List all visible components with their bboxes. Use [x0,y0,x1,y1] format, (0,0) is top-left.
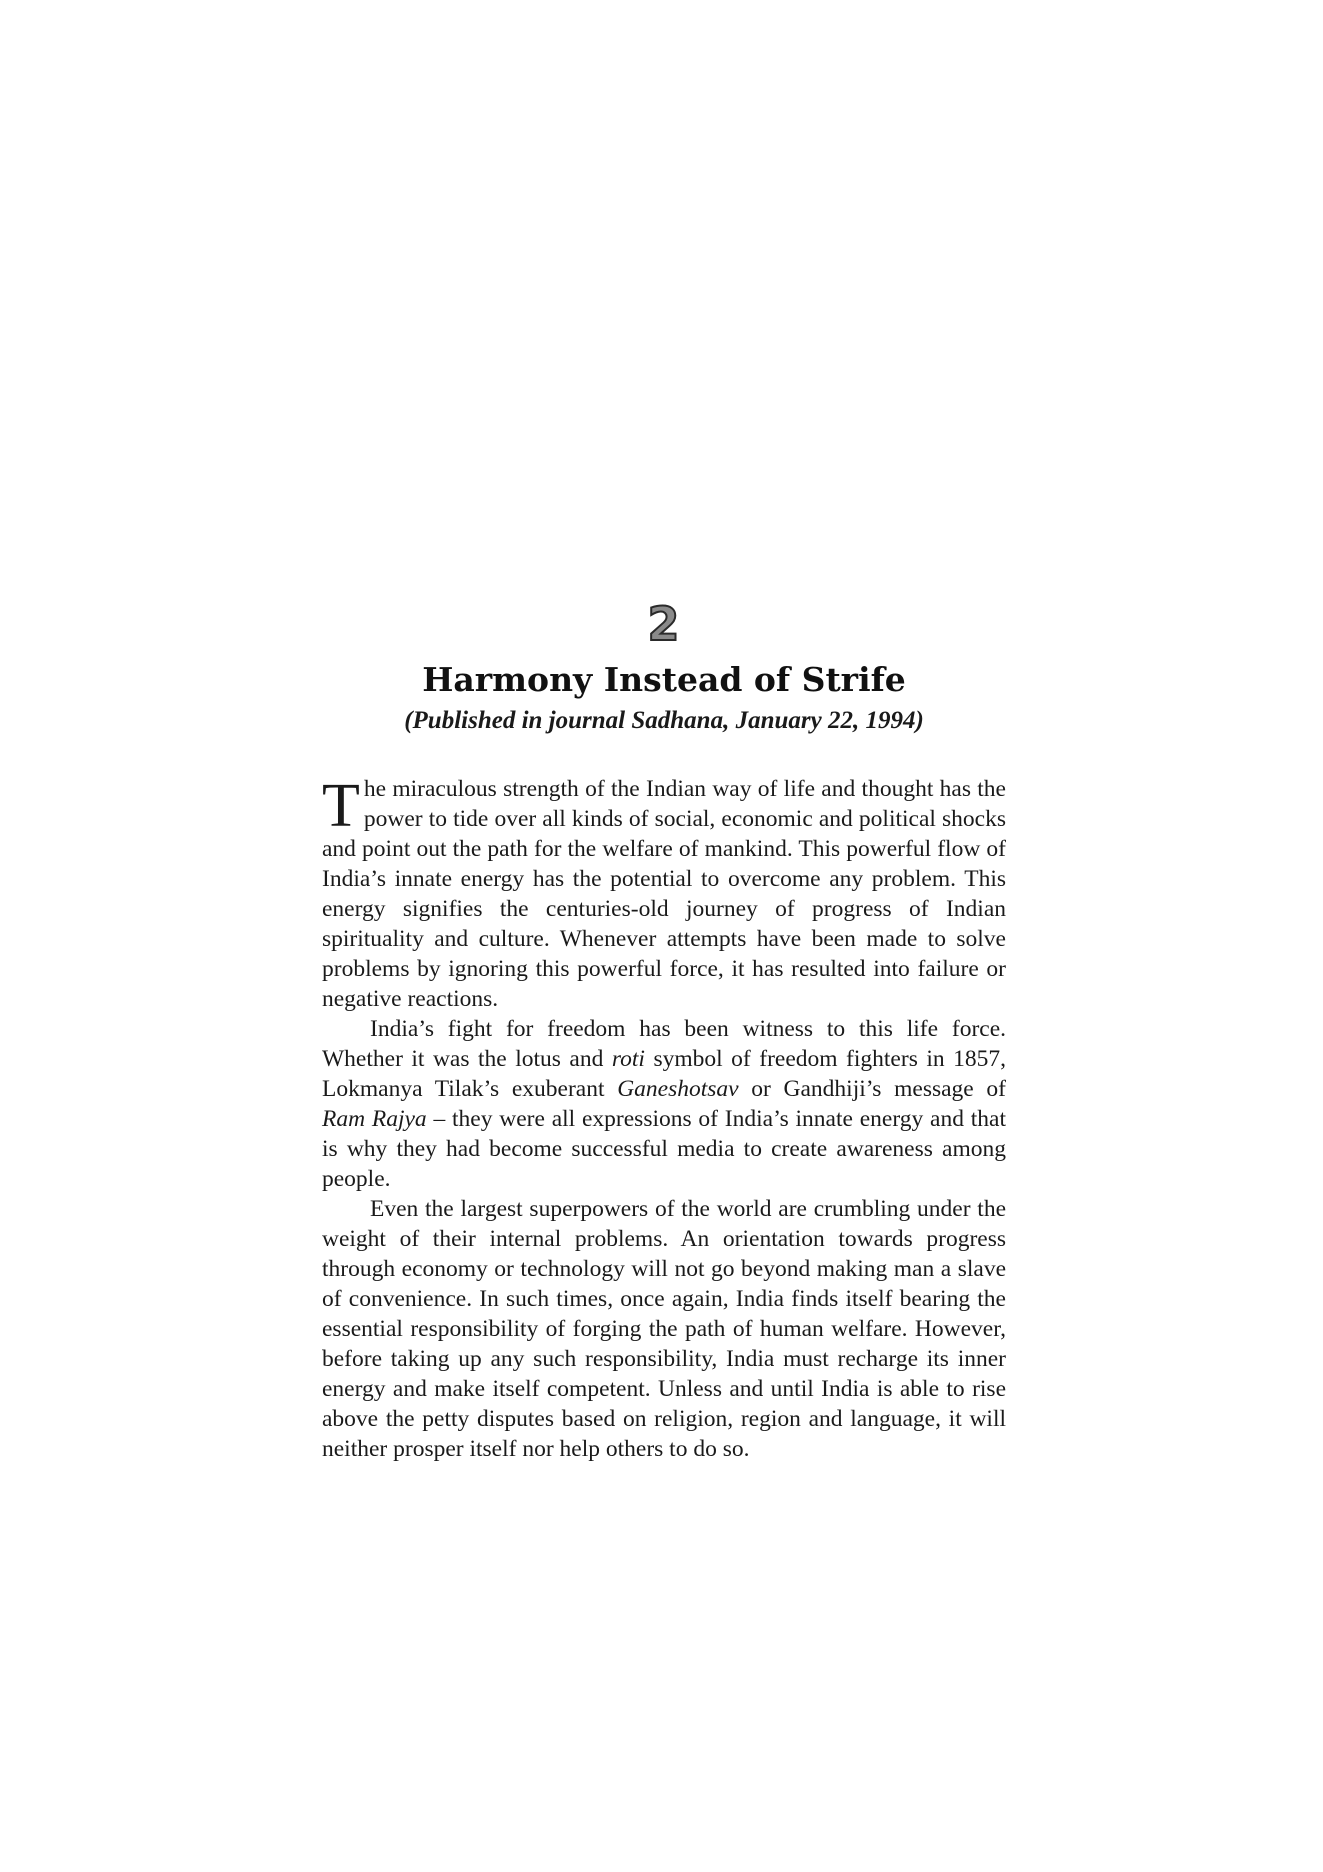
paragraph-2-text-3: or Gandhiji’s message of [738,1076,1006,1102]
paragraph-2-emphasis-ram-rajya: Ram Rajya [322,1106,427,1132]
chapter-subtitle: (Published in journal Sadhana, January 22, 1994) [404,707,924,734]
paragraph-3: Even the largest superpowers of the world are crumbling under the weight of their internal problems. An orientation towards progress through economy or technology will not go beyond making man a slave of convenience. In such times, once again, India finds itself bearing the essential responsibility of forging the path of human welfare. However, before taking up any such responsibility, India must recharge its inner energy and make itself competent. Unless and until India is able to rise above the petty disputes based on religion, region and language, it will neither prosper itself nor help others to do so. [322,1196,1006,1462]
body-text [322,774,1006,1464]
paragraph-2-emphasis-roti: roti [611,1046,645,1072]
chapter-number: 2 [647,597,681,651]
chapter-title: Harmony Instead of Strife [422,660,906,699]
paragraph-2-text-1: India’s fight for freedom has been witness to this life force. Whether it was the lotus and [322,1016,1006,1072]
paragraph-2 [322,1014,1006,1194]
drop-cap: T [322,772,360,840]
paragraph-2-emphasis-ganeshotsav: Ganeshotsav [617,1076,739,1102]
paragraph-2-text-2: symbol of freedom fighters in 1857, Lokmanya Tilak’s exuberant [322,1046,1006,1102]
paragraph-2-text-4: – they were all expressions of India’s innate energy and that is why they had become successful media to create awareness among people. [322,1106,1006,1192]
paragraph-1-text: he miraculous strength of the Indian way of life and thought has the power to tide over all kinds of social, economic and political shocks and point out the path for the welfare of mankind. This powerful flow of India’s innate energy has the potential to overcome any problem. This energy signifies the centuries-old journey of progress of Indian spirituality and culture. Whenever attempts have been made to solve problems by ignoring this powerful force, it has resulted into failure or negative reactions. [322,776,1006,1012]
paragraph-1 [322,774,1006,1014]
page-content [322,596,1006,1464]
